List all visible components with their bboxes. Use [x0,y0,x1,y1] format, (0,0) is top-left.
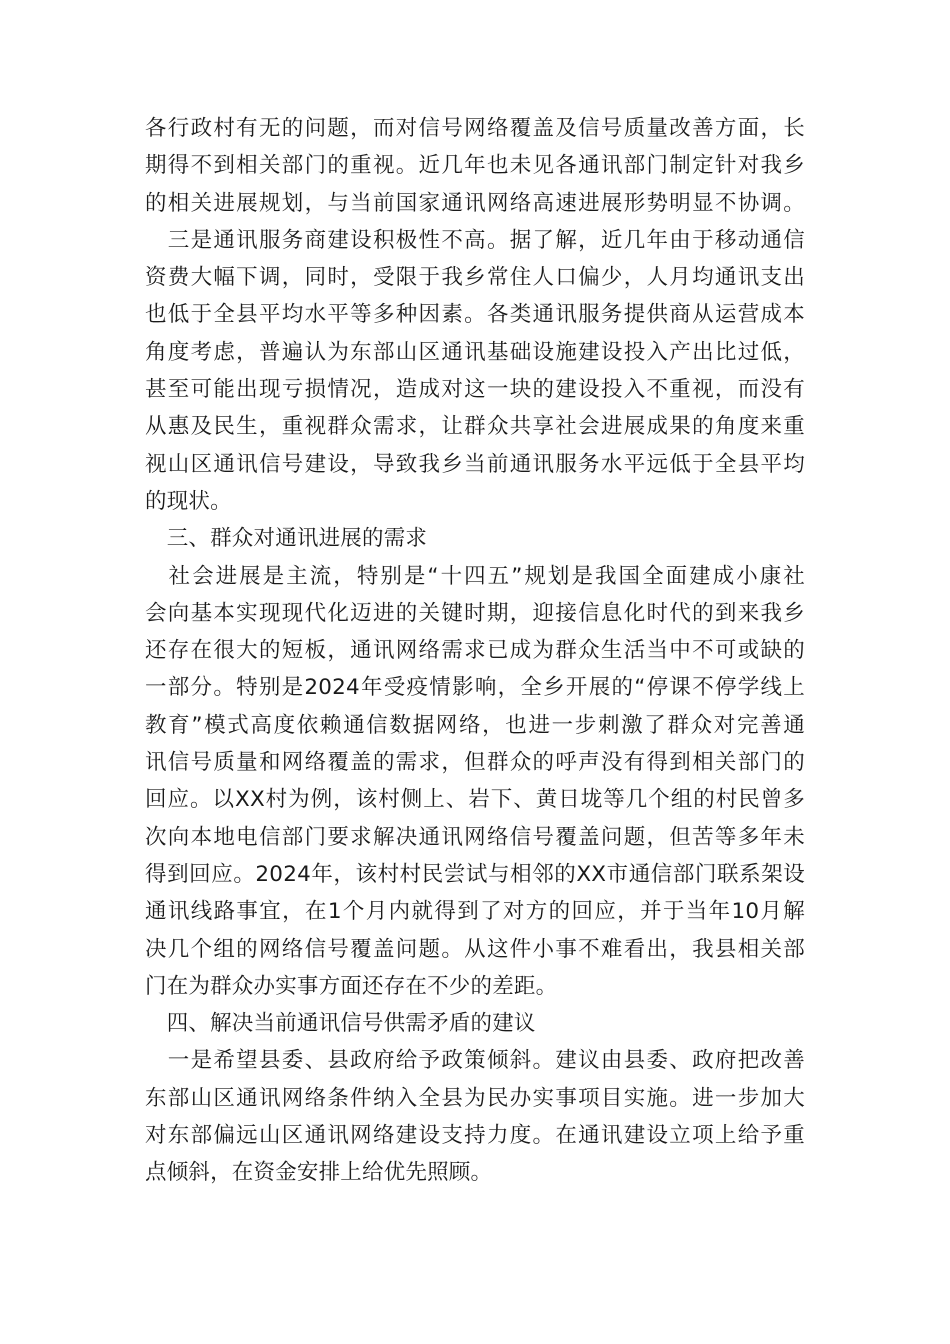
text-line: 也低于全县平均水平等多种因素。各类通讯服务提供商从运营成本 [145,302,805,328]
text-line: 一是希望县委、县政府给予政策倾斜。建议由县委、政府把改善 [145,1048,805,1074]
text-line: 得到回应。2024年，该村村民尝试与相邻的XX市通信部门联系架设 [145,861,805,887]
text-line: 次向本地电信部门要求解决通讯网络信号覆盖问题，但苦等多年未 [145,824,805,850]
text-line: 角度考虑，普遍认为东部山区通讯基础设施建设投入产出比过低， [145,339,805,365]
text-line: 会向基本实现现代化迈进的关键时期，迎接信息化时代的到来我乡 [145,600,805,626]
text-line: 门在为群众办实事方面还存在不少的差距。 [145,973,558,999]
text-line: 回应。以XX村为例，该村侧上、岩下、黄日垅等几个组的村民曾多 [145,787,805,813]
section-heading-3 [145,520,805,557]
text-line: 教育”模式高度依赖通信数据网络，也进一步刺激了群众对完善通 [145,712,805,738]
paragraph-4 [145,1042,805,1191]
text-line: 社会进展是主流，特别是“十四五”规划是我国全面建成小康社 [145,563,805,589]
heading-line: 四、解决当前通讯信号供需矛盾的建议 [145,1011,536,1037]
text-line: 甚至可能出现亏损情况，造成对这一块的建设投入不重视，而没有 [145,377,805,403]
text-line: 还存在很大的短板，通讯网络需求已成为群众生活当中不可或缺的 [145,638,805,664]
heading-line: 三、群众对通讯进展的需求 [145,526,428,552]
text-line: 决几个组的网络信号覆盖问题。从这件小事不难看出，我县相关部 [145,936,805,962]
document-body [145,110,805,1192]
text-line: 东部山区通讯网络条件纳入全县为民办实事项目实施。进一步加大 [145,1085,805,1111]
text-line: 各行政村有无的问题，而对信号网络覆盖及信号质量改善方面，长 [145,116,805,141]
paragraph-3 [145,558,805,1006]
text-line: 一部分。特别是2024年受疫情影响，全乡开展的“停课不停学线上 [145,675,805,701]
text-line: 资费大幅下调，同时，受限于我乡常住人口偏少，人月均通讯支出 [145,265,805,291]
paragraph-1 [145,110,805,222]
text-line: 从惠及民生，重视群众需求，让群众共享社会进展成果的角度来重 [145,414,805,440]
text-line: 讯信号质量和网络覆盖的需求，但群众的呼声没有得到相关部门的 [145,750,805,776]
section-heading-4 [145,1005,805,1042]
text-line: 的相关进展规划，与当前国家通讯网络高速进展形势明显不协调。 [145,190,805,216]
text-line: 通讯线路事宜，在1个月内就得到了对方的回应，并于当年10月解 [145,899,805,925]
text-line: 视山区通讯信号建设，导致我乡当前通讯服务水平远低于全县平均 [145,451,805,477]
text-line: 的现状。 [145,488,232,514]
text-line: 期得不到相关部门的重视。近几年也未见各通讯部门制定针对我乡 [145,153,805,179]
text-line: 点倾斜，在资金安排上给优先照顾。 [145,1160,493,1186]
text-line: 对东部偏远山区通讯网络建设支持力度。在通讯建设立项上给予重 [145,1123,805,1149]
text-line: 三是通讯服务商建设积极性不高。据了解，近几年由于移动通信 [145,227,805,253]
paragraph-2 [145,222,805,520]
